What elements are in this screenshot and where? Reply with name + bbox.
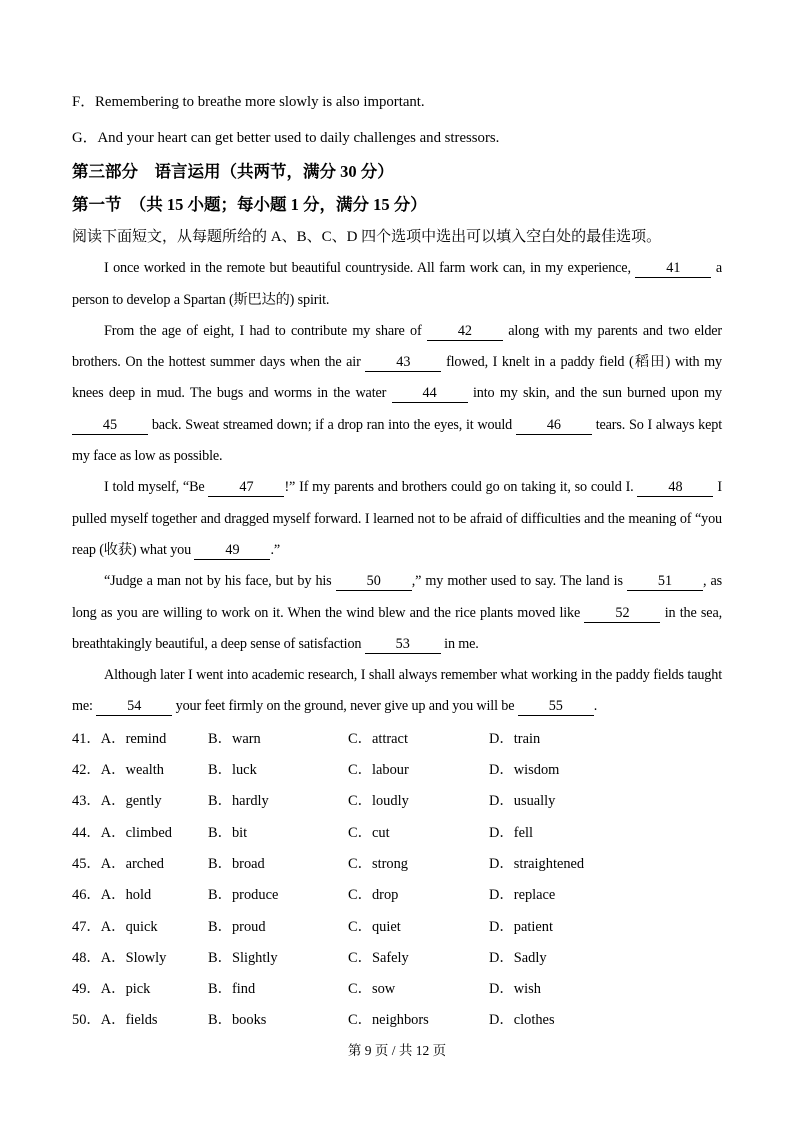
question-41-option-b: B．warn bbox=[208, 730, 261, 747]
option-line-g bbox=[72, 120, 722, 156]
question-45-option-a: 45．A．arched bbox=[72, 855, 164, 872]
question-50-option-b: B．books bbox=[208, 1012, 267, 1029]
question-43-option-d: D．usually bbox=[489, 793, 556, 810]
cloze-blank-45: 45 bbox=[72, 417, 148, 435]
cloze-blank-54: 54 bbox=[96, 698, 172, 716]
question-row-45 bbox=[72, 849, 722, 880]
question-49-option-c: C．sow bbox=[348, 981, 396, 998]
cloze-blank-46: 46 bbox=[516, 417, 592, 435]
question-43-option-a: 43．A．gently bbox=[72, 793, 162, 810]
option-g-text: And your heart can get better used to daily challenges and stressors. bbox=[97, 130, 500, 146]
cloze-blank-51: 51 bbox=[627, 573, 703, 591]
question-47-option-d: D．patient bbox=[489, 918, 553, 935]
question-row-49 bbox=[72, 974, 722, 1005]
option-line-f bbox=[72, 84, 722, 120]
question-49-option-b: B．find bbox=[208, 981, 256, 998]
question-44-option-b: B．bit bbox=[208, 824, 248, 841]
passage-paragraph: I told myself, “Be 47 !” If my parents and brothers could go on taking it, so could I. 48 I pulled myself together and dragged myself forward. I learned not to be afraid of difficulties and the meaning of “you reap (收获) what you 49 .” bbox=[72, 479, 722, 558]
question-46-option-d: D．replace bbox=[489, 887, 556, 904]
cloze-blank-41: 41 bbox=[635, 260, 711, 278]
question-row-42 bbox=[72, 755, 722, 786]
question-48-option-b: B．Slightly bbox=[208, 949, 278, 966]
question-row-48 bbox=[72, 943, 722, 974]
question-43-option-b: B．hardly bbox=[208, 793, 269, 810]
question-50-option-d: D．clothes bbox=[489, 1012, 555, 1029]
question-48-option-d: D．Sadly bbox=[489, 949, 547, 966]
cloze-blank-55: 55 bbox=[518, 698, 594, 716]
question-row-50 bbox=[72, 1005, 722, 1036]
question-46-option-a: 46．A．hold bbox=[72, 887, 152, 904]
question-46-option-c: C．drop bbox=[348, 887, 399, 904]
passage-paragraph: “Judge a man not by his face, but by his 50 ,” my mother used to say. The land is 51 , as long as you are willing to work on it. When the wind blew and the rice plants moved like 52 in the sea, breathtakingly beautiful, a deep sense of satisfaction 53 in me. bbox=[72, 573, 722, 652]
question-46-option-b: B．produce bbox=[208, 887, 279, 904]
question-row-46 bbox=[72, 880, 722, 911]
question-49-option-a: 49．A．pick bbox=[72, 981, 151, 998]
question-41-option-c: C．attract bbox=[348, 730, 408, 747]
part-header: 第三部分 语言运用（共两节，满分 30 分） bbox=[72, 162, 394, 181]
question-47-option-a: 47．A．quick bbox=[72, 918, 158, 935]
question-42-option-b: B．luck bbox=[208, 762, 257, 779]
cloze-blank-53: 53 bbox=[365, 636, 441, 654]
cloze-blank-44: 44 bbox=[392, 385, 468, 403]
cloze-blank-42: 42 bbox=[427, 323, 503, 341]
question-49-option-d: D．wish bbox=[489, 981, 541, 998]
option-g-label: G． bbox=[72, 130, 98, 146]
cloze-blank-47: 47 bbox=[208, 479, 284, 497]
cloze-blank-52: 52 bbox=[584, 605, 660, 623]
question-48-option-a: 48．A．Slowly bbox=[72, 949, 167, 966]
question-row-47 bbox=[72, 912, 722, 943]
question-42-option-c: C．labour bbox=[348, 762, 409, 779]
question-45-option-c: C．strong bbox=[348, 855, 408, 872]
questions bbox=[72, 724, 722, 1037]
question-45-option-b: B．broad bbox=[208, 855, 265, 872]
question-row-41 bbox=[72, 724, 722, 755]
cloze-blank-48: 48 bbox=[637, 479, 713, 497]
question-45-option-d: D．straightened bbox=[489, 855, 585, 872]
instruction: 阅读下面短文，从每题所给的 A、B、C、D 四个选项中选出可以填入空白处的最佳选项。 bbox=[72, 229, 662, 245]
cloze-blank-43: 43 bbox=[365, 354, 441, 372]
question-42-option-d: D．wisdom bbox=[489, 762, 560, 779]
question-44-option-d: D．fell bbox=[489, 824, 533, 841]
passage bbox=[72, 253, 722, 722]
page-footer: 第 9 页 / 共 12 页 bbox=[347, 1042, 447, 1058]
cloze-blank-49: 49 bbox=[194, 542, 270, 560]
passage-paragraph: I once worked in the remote but beautiful countryside. All farm work can, in my experience, 41 a person to develop a Spartan (斯巴达的) spirit. bbox=[72, 260, 722, 308]
question-50-option-a: 50．A．fields bbox=[72, 1012, 158, 1029]
question-44-option-c: C．cut bbox=[348, 824, 390, 841]
question-50-option-c: C．neighbors bbox=[348, 1012, 429, 1029]
question-48-option-c: C．Safely bbox=[348, 949, 409, 966]
question-row-43 bbox=[72, 786, 722, 817]
section-header: 第一节 （共 15 小题；每小题 1 分，满分 15 分） bbox=[72, 195, 427, 214]
passage-paragraph: From the age of eight, I had to contribute my share of 42 along with my parents and two elder brothers. On the hottest summer days when the air 43 flowed, I knelt in a paddy field (稻田) with my knees deep in mud. The bugs and worms in the water 44 into my skin, and the sun burned upon my 45 back. Sweat streamed down; if a drop ran into the eyes, it would 46 tears. So I always kept my face as low as possible. bbox=[72, 322, 723, 465]
option-f-text: Remembering to breathe more slowly is also important. bbox=[95, 94, 425, 110]
cloze-blank-50: 50 bbox=[336, 573, 412, 591]
option-f-label: F． bbox=[72, 94, 96, 110]
question-41-option-a: 41．A．remind bbox=[72, 730, 167, 747]
question-47-option-c: C．quiet bbox=[348, 918, 401, 935]
question-43-option-c: C．loudly bbox=[348, 793, 409, 810]
passage-paragraph: Although later I went into academic research, I shall always remember what working in the paddy fields taught me: 54 your feet firmly on the ground, never give up and you will be 55 . bbox=[72, 667, 722, 715]
question-42-option-a: 42．A．wealth bbox=[72, 762, 164, 779]
question-41-option-d: D．train bbox=[489, 730, 541, 747]
question-47-option-b: B．proud bbox=[208, 918, 266, 935]
question-row-44 bbox=[72, 818, 722, 849]
question-44-option-a: 44．A．climbed bbox=[72, 824, 172, 841]
